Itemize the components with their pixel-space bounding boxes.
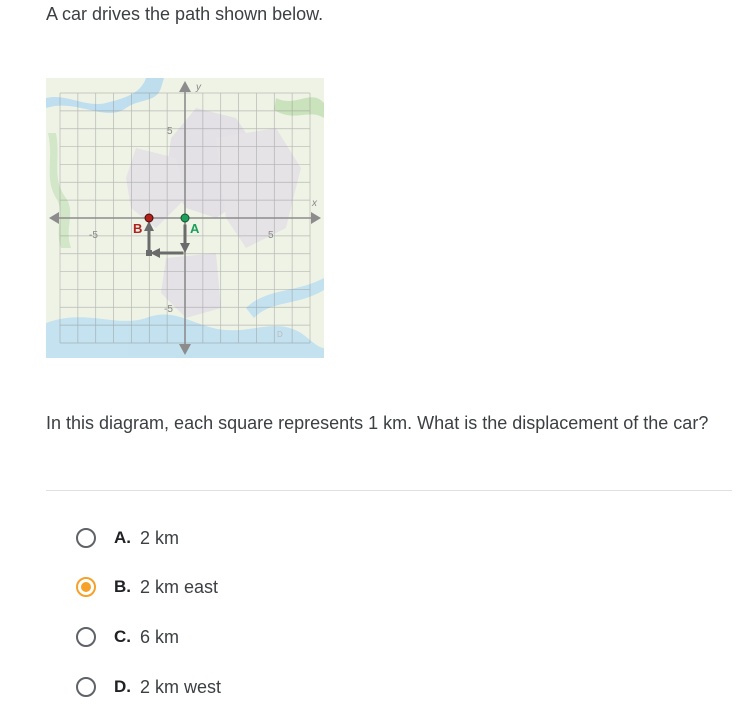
radio-button-b[interactable] (76, 577, 96, 597)
x-axis-label: x (312, 198, 317, 209)
choice-a-text: 2 km (140, 527, 180, 548)
tick-y-pos: 5 (167, 126, 173, 137)
choice-c-letter: C. (114, 627, 131, 646)
tick-x-pos: 5 (268, 230, 274, 241)
choice-b-letter: B. (114, 577, 131, 596)
prompt-text: A car drives the path shown below. (46, 4, 324, 24)
point-b (145, 214, 153, 222)
divider (46, 490, 732, 491)
choice-d[interactable] (76, 673, 221, 701)
map-corner-label: D (277, 330, 283, 339)
question-text: In this diagram, each square represents 1 km. What is the displacement of the car? (46, 413, 709, 433)
tick-x-neg: -5 (89, 230, 98, 241)
coordinate-diagram (46, 78, 324, 358)
point-a (181, 214, 189, 222)
choice-a[interactable] (76, 524, 179, 552)
choice-a-letter: A. (114, 528, 131, 547)
point-b-label: B (133, 221, 143, 236)
y-axis-label: y (196, 82, 201, 93)
path-corner (146, 250, 152, 256)
radio-button-a[interactable] (76, 528, 96, 548)
choice-d-text: 2 km west (140, 676, 222, 697)
radio-button-c[interactable] (76, 627, 96, 647)
choice-c-text: 6 km (140, 626, 180, 647)
point-a-label: A (190, 221, 200, 236)
choice-b-text: 2 km east (140, 576, 219, 597)
radio-button-d[interactable] (76, 677, 96, 697)
choice-c[interactable] (76, 623, 179, 651)
tick-y-neg: -5 (164, 304, 173, 315)
choice-b[interactable] (76, 573, 218, 601)
choice-d-letter: D. (114, 677, 131, 696)
